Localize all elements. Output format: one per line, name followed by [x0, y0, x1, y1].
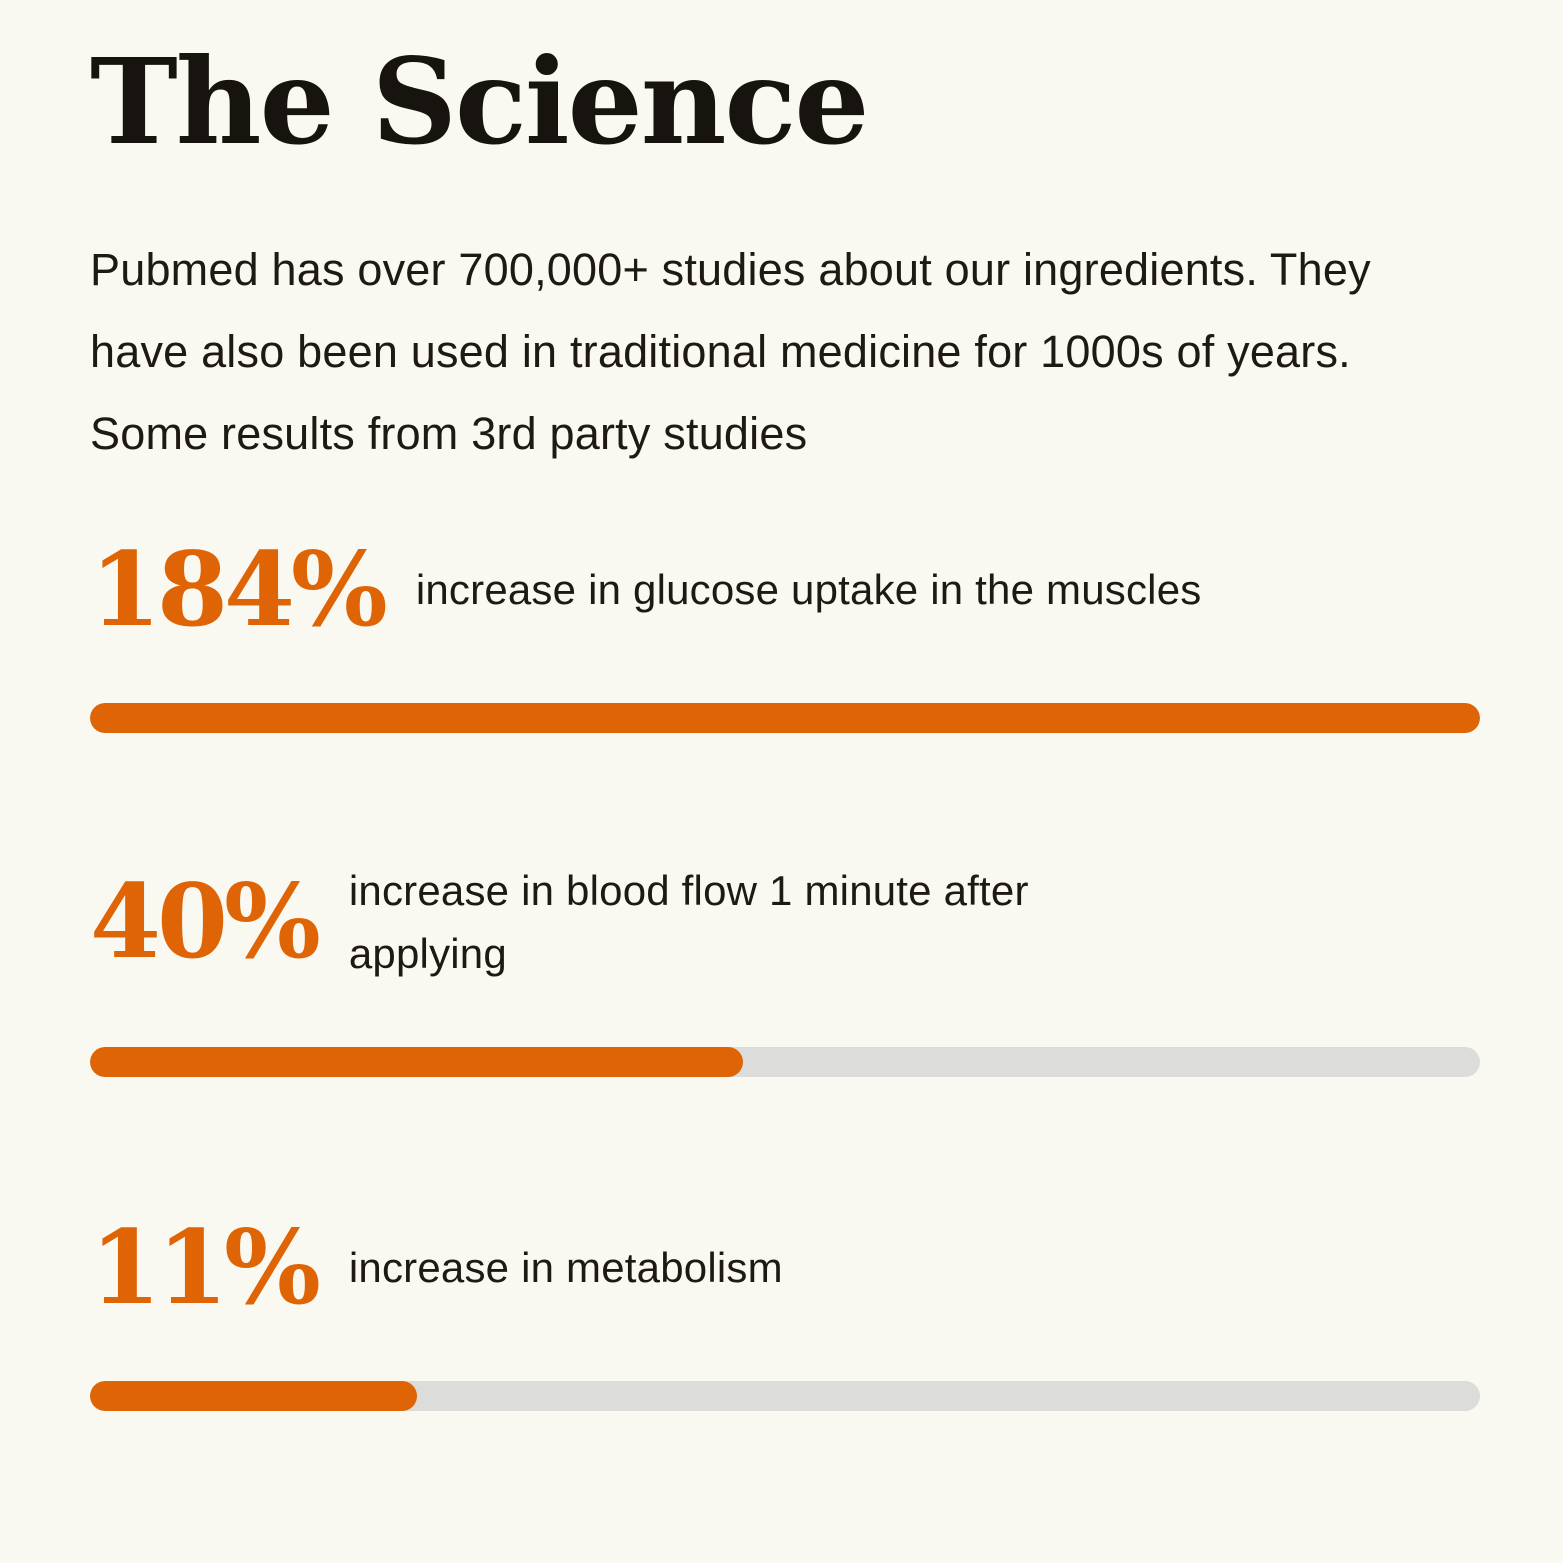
stat-row	[90, 859, 1480, 985]
stat-description: increase in blood flow 1 minute after applying	[348, 866, 1029, 977]
stat-row	[90, 529, 1480, 650]
progress-track	[90, 703, 1480, 733]
stat-description: increase in glucose uptake in the muscles	[415, 566, 1202, 614]
intro-paragraph: Pubmed has over 700,000+ studies about our ingredients. They have also been used in traditional medicine for 1000s of years. Some results from 3rd party studies	[90, 244, 1371, 459]
progress-fill	[90, 1047, 743, 1077]
page-title: The Science	[90, 32, 868, 171]
progress-track	[90, 1047, 1480, 1077]
stat-block-blood-flow	[90, 859, 1480, 1077]
stat-block-metabolism	[90, 1207, 1480, 1411]
stat-value: 40%	[90, 861, 317, 982]
progress-fill	[90, 1381, 417, 1411]
stat-value: 11%	[90, 1207, 317, 1328]
progress-fill	[90, 703, 1480, 733]
stat-description: increase in metabolism	[348, 1244, 783, 1292]
stat-row	[90, 1207, 1480, 1328]
stat-value: 184%	[90, 529, 384, 650]
progress-track	[90, 1381, 1480, 1411]
stat-block-glucose	[90, 529, 1480, 733]
